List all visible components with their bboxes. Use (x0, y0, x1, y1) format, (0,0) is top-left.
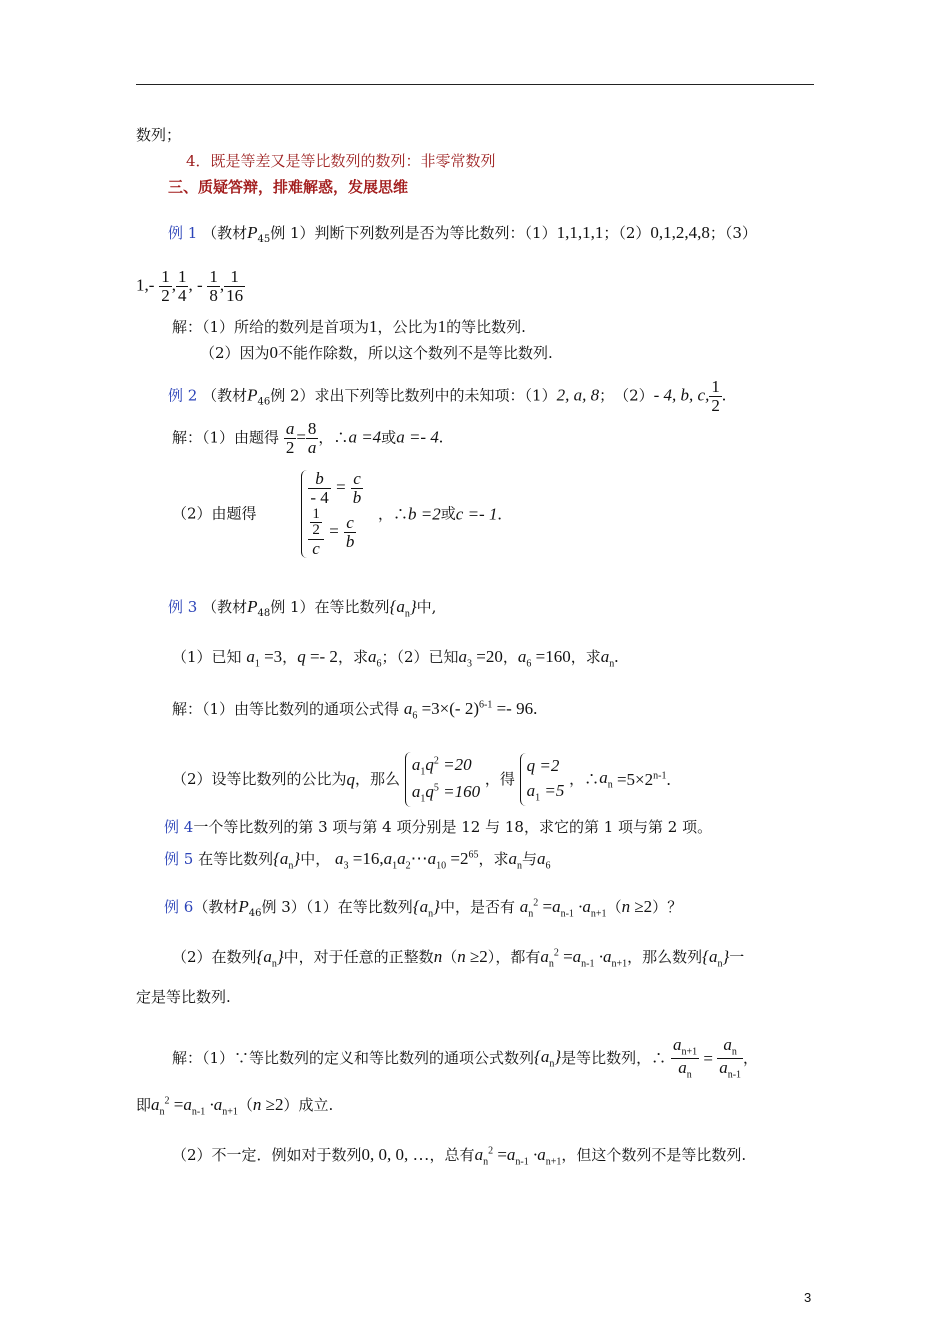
example-2-sol-1: 解：（1）由题得 $\frac{a}{2}$ = $\frac{8}{a}$ ，∴a =4或a =- 4. (172, 419, 444, 457)
fraction: $\frac{1}{2}$ (161, 267, 170, 305)
example-3-sol-1: 解：（1）由等比数列的通项公式得 $a_6 =3\times(-$ 2)$^{6-1}$ =- 96. (172, 699, 538, 722)
example-6-sol-2: （2）不一定．例如对于数列0, 0, 0, …，总有$a_n^2 =a_{n-1} \cdot a_{n+1}$，但这个数列不是等比数列. (172, 1145, 747, 1168)
fraction: $\frac{1}{8}$ (209, 267, 218, 305)
section-3-heading: 三、质疑答辩，排难解惑，发展思维 (168, 178, 409, 196)
example-5-label: 例 5 (164, 850, 194, 868)
example-2-sol-2: （2）由题得 $\frac{b}{- 4}$ = $\frac{c}{b}$ $\frac{\frac{1}{2}}{c}$ = $\frac{c}{b}$ ，∴b =2或c =- 1. (172, 469, 502, 559)
example-1-sol-1: 解：（1）所给的数列是首项为1，公比为1的等比数列. (172, 317, 526, 336)
example-6-sol-1: 解：（1）∵等比数列的定义和等比数列的通项公式数列$\{a_n\}$是等比数列，∴ $\frac{a_{n+1}}{a_n}$ = $\frac{a_n}{a_{n-1}}$ ， (172, 1035, 759, 1081)
example-1-label: 例 1 (168, 224, 198, 242)
fraction: $\frac{1}{16}$ (226, 267, 244, 305)
example-1-seq3: 1,- $\frac{1}{2}$ , $\frac{1}{4}$ , - $\frac{1}{8}$ , $\frac{1}{16}$ (136, 267, 244, 305)
example-4-label: 例 4 (164, 818, 194, 836)
example-3-line: 例 3 （教材$P_{48}$例 1）在等比数列$\{a_n\}$中, (168, 597, 437, 620)
example-6-sol-1-cont: 即$a_n^2 =a_{n-1} \cdot a_{n+1}(n \ge 2)$成立. (136, 1095, 334, 1118)
example-6-question-2: （2）在数列$\{a_n\}$中，对于任意的正整数n（n ≥2），都有$a_n^2 =a_{n-1} \cdot a_{n+1}$，那么数列$\{a_n\}$一 (172, 947, 745, 970)
header-rule (136, 84, 814, 85)
example-2-label: 例 2 (168, 386, 198, 405)
example-6-question-2-cont: 定是等比数列. (136, 988, 231, 1006)
example-6-label: 例 6 (164, 898, 194, 916)
seq-2: 0,1,2,4,8 (650, 223, 710, 242)
page-number: 3 (804, 1290, 812, 1305)
equation-system: q =2 $a_1 =5$ (520, 753, 565, 806)
equation-system: $a_1q^2 =20$ $a_1q^5 =160$ (405, 752, 480, 807)
example-2-line: 例 2 （教材$P_{46}$例 2）求出下列等比数列中的未知项：（1）2, a, 8； （2）- 4, b, c, $\frac{1}{2}$ . (168, 377, 727, 415)
example-1-line: 例 1 （教材$P_{45}$例 1）判断下列数列是否为等比数列：（1）1,1,1,1；（2）0,1,2,4,8；（3） (168, 223, 757, 245)
seq-1: 1,1,1,1 (556, 223, 604, 242)
example-5-line: 例 5 在等比数列$\{a_n\}$中， $a_3$ $=16,a_1a_2\cdots a_{10} =2^{65}$，求$a_n$与$a_6$ (164, 849, 551, 872)
point-4: 4．既是等差又是等比数列的数列：非零常数列 (186, 152, 496, 170)
example-1-sol-2: （2）因为0不能作除数，所以这个数列不是等比数列. (200, 343, 553, 362)
example-6-line: 例 6（教材$P_{46}$例 3）（1）在等比数列$\{a_n\}$中，是否有 $a_n^2 =a_{n-1} \cdot a_{n+1}(n \ge 2)$？ (164, 897, 683, 920)
example-3-sol-2: （2）设等比数列的公比为q，那么 $a_1q^2 =20$ $a_1q^5 =160$ ，得 q =2 $a_1 =5$ ，$\therefore a_n =5\times 2^{n-1}$. (172, 752, 671, 807)
example-3-label: 例 3 (168, 598, 198, 616)
example-3-question: （1）已知 $a_1 =3$，q =- 2，求$a_6$；（2）已知$a_3 =20$，$a_6 =160$，求$a_n$. (172, 647, 619, 670)
equation-system: $\frac{b}{- 4}$ = $\frac{c}{b}$ $\frac{\frac{1}{2}}{c}$ = $\frac{c}{b}$ (301, 470, 363, 558)
fraction: $\frac{1}{4}$ (177, 267, 187, 305)
example-4-line: 例 4一个等比数列的第 3 项与第 4 项分别是 12 与 18，求它的第 1 项与第 2 项。 (164, 818, 713, 836)
lead-text: 数列； (136, 126, 182, 144)
